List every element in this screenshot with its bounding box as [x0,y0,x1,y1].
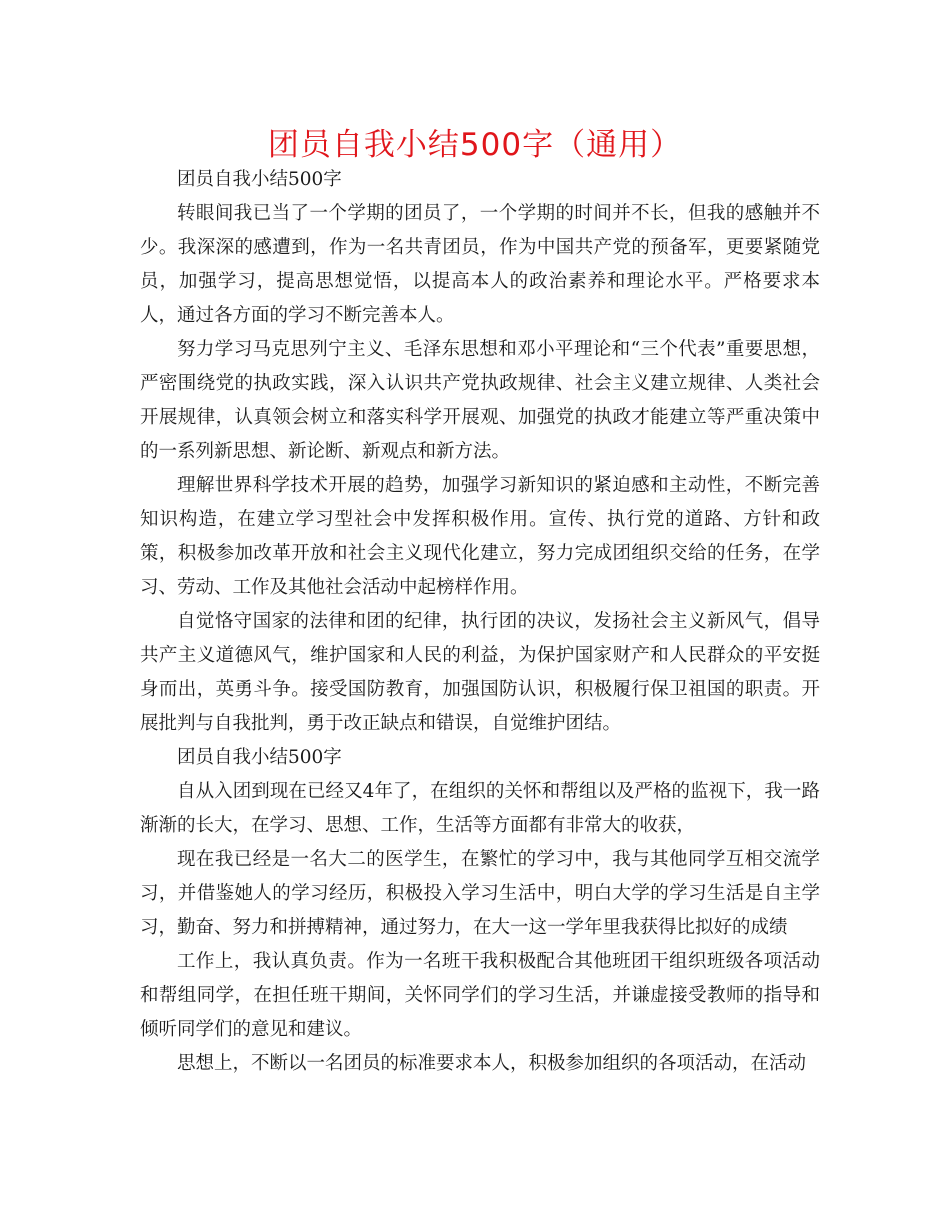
document-title: 团员自我小结500字（通用） [267,127,683,163]
paragraph: 转眼间我已当了一个学期的团员了，一个学期的时间并不长，但我的感触并不少。我深深的感遭到，作为一名共青团员，作为中国共产党的预备军，更要紧随党员，加强学习，提高思想觉悟，以提高本人的政治素养和理论水平。严格要求本人，通过各方面的学习不断完善本人。 [140,203,820,326]
paragraph: 自觉恪守国家的法律和团的纪律，执行团的决议，发扬社会主义新风气，倡导共产主义道德风气，维护国家和人民的利益，为保护国家财产和人民群众的平安挺身而出，英勇斗争。接受国防教育，加强国防认识，积极履行保卫祖国的职责。开展批判与自我批判，勇于改正缺点和错误，自觉维护团结。 [140,611,820,734]
paragraph: 理解世界科学技术开展的趋势，加强学习新知识的紧迫感和主动性，不断完善知识构造，在建立学习型社会中发挥积极作用。宣传、执行党的道路、方针和政策，积极参加改革开放和社会主义现代化建立，努力完成团组织交给的任务，在学习、劳动、工作及其他社会活动中起榜样作用。 [140,475,820,598]
section-heading: 团员自我小结500字 [177,747,342,768]
paragraph: 思想上，不断以一名团员的标准要求本人，积极参加组织的各项活动，在活动 [177,1053,807,1074]
document-body [140,163,820,1081]
section-heading: 团员自我小结500字 [177,169,342,190]
paragraph: 自从入团到现在已经又4年了，在组织的关怀和帮组以及严格的监视下，我一路渐渐的长大，在学习、思想、工作，生活等方面都有非常大的收获， [140,781,820,836]
paragraph: 工作上，我认真负责。作为一名班干我积极配合其他班团干组织班级各项活动和帮组同学，在担任班干期间，关怀同学们的学习生活，并谦虚接受教师的指导和倾听同学们的意见和建议。 [140,951,820,1040]
paragraph: 现在我已经是一名大二的医学生，在繁忙的学习中，我与其他同学互相交流学习，并借鉴她人的学习经历，积极投入学习生活中，明白大学的学习生活是自主学习，勤奋、努力和拼搏精神，通过努力，在大一这一学年里我获得比拟好的成绩 [140,849,820,938]
paragraph: 努力学习马克思列宁主义、毛泽东思想和邓小平理论和“三个代表”重要思想，严密围绕党的执政实践，深入认识共产党执政规律、社会主义建立规律、人类社会开展规律，认真领会树立和落实科学开展观、加强党的执政才能建立等严重决策中的一系列新思想、新论断、新观点和新方法。 [140,339,820,462]
